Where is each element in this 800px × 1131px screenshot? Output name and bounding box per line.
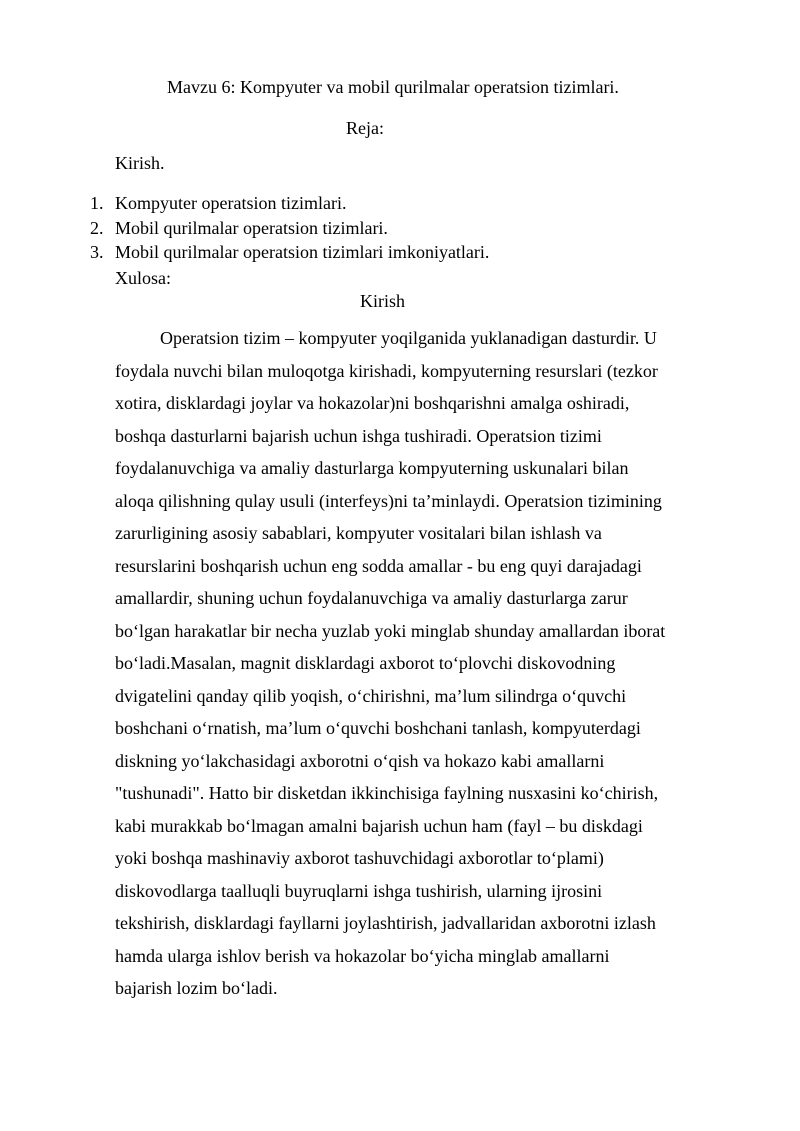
paragraph-line: boshqa dasturlarni bajarish uchun ishga tushiradi. Operatsion tizimi xyxy=(115,425,602,446)
paragraph-line: foydalanuvchiga va amaliy dasturlarga kompyuterning uskunalari bilan xyxy=(115,458,629,478)
conclusion-label: Xulosa: xyxy=(115,268,171,288)
paragraph-line: amallardir, shuning uchun foydalanuvchiga va amaliy dasturlarga zarur xyxy=(115,588,628,608)
paragraph-line: tekshirish, disklardagi fayllarni joylashtirish, jadvallaridan axborotni izlash xyxy=(115,913,656,933)
plan-heading: Reja: xyxy=(346,118,384,138)
plan-item-text: Mobil qurilmalar operatsion tizimlari imkoniyatlari. xyxy=(115,242,490,262)
paragraph-line: "tushunadi". Hatto bir disketdan ikkinchisiga faylning nusxasini ko‘chirish, xyxy=(115,783,659,803)
paragraph-line: xotira, disklardagi joylar va hokazolar)ni boshqarishni amalga oshiradi, xyxy=(115,393,630,413)
paragraph-line: bo‘ladi.Masalan, magnit disklardagi axborot to‘plovchi diskovodning xyxy=(115,653,616,673)
paragraph-line: bajarish lozim bo‘ladi. xyxy=(115,978,278,998)
intro-label: Kirish. xyxy=(115,153,165,173)
paragraph-line: diskning yo‘lakchasidagi axborotni o‘qish va hokazo kabi amallarni xyxy=(115,750,605,771)
paragraph-line: yoki boshqa mashinaviy axborot tashuvchidagi axborotlar to‘plami) xyxy=(115,848,604,868)
paragraph-line: bo‘lgan harakatlar bir necha yuzlab yoki minglab shunday amallardan iborat xyxy=(115,620,666,641)
plan-item-number: 3. xyxy=(90,242,104,262)
document-title: Mavzu 6: Kompyuter va mobil qurilmalar operatsion tizimlari. xyxy=(167,77,619,97)
paragraph-line: resurslarini boshqarish uchun eng sodda amallar - bu eng quyi darajadagi xyxy=(115,555,642,576)
section-heading: Kirish xyxy=(360,291,405,311)
paragraph-line: hamda ularga ishlov berish va hokazolar bo‘yicha minglab amallarni xyxy=(115,945,610,966)
paragraph-line: aloqa qilishning qulay usuli (interfeys)ni ta’minlaydi. Operatsion tizimining xyxy=(115,490,662,511)
paragraph-line: diskovodlarga taalluqli buyruqlarni ishga tushirish, ularning ijrosini xyxy=(115,880,603,901)
paragraph-line: zarurligining asosiy sabablari, kompyuter vositalari bilan ishlash va xyxy=(115,523,602,543)
paragraph-line: Operatsion tizim – kompyuter yoqilganida yuklanadigan dasturdir. U xyxy=(160,328,657,348)
plan-item-number: 1. xyxy=(90,193,104,213)
paragraph-line: dvigatelini qanday qilib yoqish, o‘chirishni, ma’lum silindrga o‘quvchi xyxy=(115,685,627,706)
paragraph-line: foydala nuvchi bilan muloqotga kirishadi, kompyuterning resurslari (tezkor xyxy=(115,360,658,381)
paragraph-line: boshchani o‘rnatish, ma’lum o‘quvchi boshchani tanlash, kompyuterdagi xyxy=(115,718,641,738)
plan-item-text: Mobil qurilmalar operatsion tizimlari. xyxy=(115,217,388,238)
plan-item-number: 2. xyxy=(90,217,104,238)
plan-item-text: Kompyuter operatsion tizimlari. xyxy=(115,193,347,213)
paragraph-line: kabi murakkab bo‘lmagan amalni bajarish uchun ham (fayl – bu diskdagi xyxy=(115,815,643,836)
body-paragraph xyxy=(115,327,695,1010)
